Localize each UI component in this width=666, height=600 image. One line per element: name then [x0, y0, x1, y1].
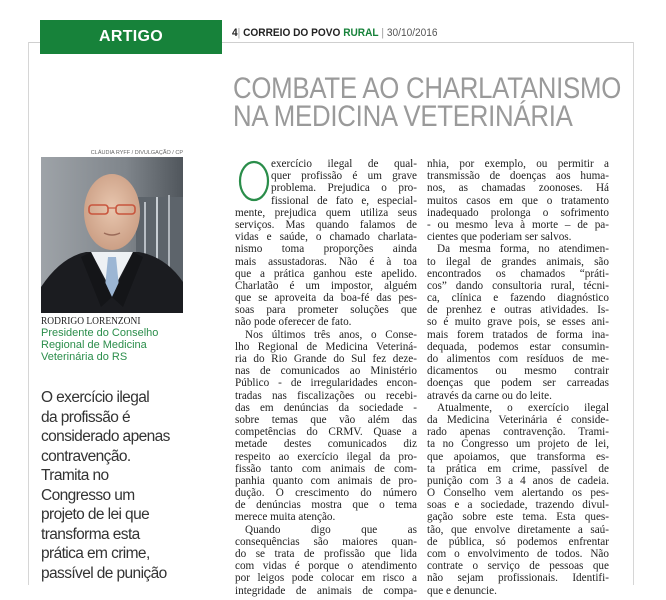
- body-text-line: problema. Prejudica o pro-: [271, 182, 417, 195]
- body-text-line: vidas e saúde, o chamado charlata-: [235, 231, 417, 244]
- body-text-line: sobre temas que vão além das: [235, 413, 417, 426]
- body-text-line: não sejam profissionais. Identifi-: [427, 572, 609, 585]
- body-text-line: soas para prometer soluções que: [235, 304, 417, 317]
- pull-quote-line: O exercício ilegal: [41, 389, 150, 406]
- body-text-line: fissão tanto com animais de com-: [235, 462, 417, 475]
- frame-right-rule: [633, 42, 634, 585]
- pull-quote-line: Tramita no: [41, 467, 109, 484]
- pull-quote-line: considerado apenas: [41, 428, 170, 445]
- pull-quote-line: transforma esta: [41, 525, 140, 543]
- pull-quote: [41, 388, 201, 583]
- body-text-line: que se aproveita da boa-fé das pes-: [235, 292, 417, 305]
- pull-quote-line: Congresso um: [41, 486, 135, 504]
- body-text-line: serviços. Mas quando falamos de: [235, 218, 417, 231]
- author-name: RODRIGO LORENZONI: [41, 316, 141, 327]
- body-text-line: fissional de fato e, especial-: [271, 194, 417, 207]
- body-text-line: nhia, por exemplo, ou permitir a: [427, 158, 609, 170]
- author-photo: [41, 157, 183, 313]
- masthead-separator-2: |: [381, 27, 385, 39]
- author-role: [41, 327, 191, 363]
- body-text-line: merece muita atenção.: [235, 511, 336, 524]
- body-text-line: ta prática em crime, passível de: [427, 462, 609, 475]
- body-text-line: O Conselho vem alertando os pes-: [427, 487, 609, 500]
- body-text-line: muitos casos em que o tratamento: [427, 194, 609, 207]
- pull-quote-line: da profissão é: [41, 408, 130, 426]
- body-column-2: [427, 158, 609, 597]
- publication-date: 30/10/2016: [386, 27, 438, 39]
- publication-suffix: RURAL: [343, 27, 379, 39]
- body-text-line: através da carne ou do leite.: [427, 389, 552, 402]
- page-number: 4: [232, 27, 238, 39]
- body-text-line: mente, prejudica quem utiliza seus: [235, 206, 417, 219]
- body-text-line: do se trata de profissão que lida: [235, 548, 417, 560]
- pull-quote-line: passível de punição: [41, 564, 167, 582]
- frame-left-rule: [28, 42, 29, 585]
- body-text-line: Da mesma forma, no atendimen-: [437, 243, 609, 256]
- body-text-line: nismo toma proporções ainda: [235, 243, 417, 256]
- author-role-line: Regional de Medicina: [41, 339, 147, 351]
- body-text-line: que e denuncie.: [427, 584, 497, 597]
- body-text-line: competências do CRMV. Quase a: [235, 426, 417, 439]
- headline-line-1: COMBATE AO CHARLATANISMO: [233, 72, 622, 105]
- body-text-line: ta no Congresso um projeto de lei,: [427, 438, 609, 451]
- publication-name: CORREIO DO POVO: [243, 27, 341, 39]
- body-text-line: cientes que poderiam ser salvos.: [427, 231, 572, 244]
- body-text-line: que a prática ganhou este apelido.: [235, 267, 417, 280]
- body-text-line: que apoiamos, que transforma es-: [427, 450, 609, 463]
- body-text-line: Atualmente, o exercício ilegal: [437, 401, 609, 414]
- body-text-line: da Medicina Veterinária é conside-: [427, 413, 609, 426]
- author-portrait-icon: [41, 157, 183, 313]
- body-text-line: soas e a sociedade, trazendo divul-: [427, 499, 609, 512]
- section-tag: ARTIGO: [40, 20, 222, 54]
- body-text-line: inadequado prolonga o sofrimento: [427, 206, 609, 219]
- body-text-line: mais forem tratados de forma ina-: [427, 328, 609, 341]
- pull-quote-line: prática em crime,: [41, 545, 150, 562]
- body-text-line: dequada, podemos estar consumin-: [427, 340, 609, 353]
- body-text-line: Charlatão é um impostor, alguém: [235, 279, 417, 292]
- body-text-line: so é muito grave pois, se esses ani-: [427, 316, 609, 329]
- body-text-line: com o envolvimento de todos. Não: [427, 548, 609, 560]
- pull-quote-line: projeto de lei que: [41, 506, 150, 523]
- body-text-line: tradas nas fiscalizações ou recebi-: [235, 389, 417, 402]
- body-text-line: doenças que podem ser carreadas: [427, 377, 609, 390]
- body-text-line: de pública, só podemos enfrentar: [427, 535, 609, 548]
- photo-credit: CLÁUDIA RYFF / DIVULGAÇÃO / CP: [90, 150, 183, 156]
- body-text-line: Público - de irregularidades encon-: [235, 377, 417, 390]
- body-text-line: punição com 3 a 4 anos de cadeia.: [427, 474, 609, 487]
- body-text-line: ria do Rio Grande do Sul fez deze-: [235, 353, 417, 365]
- body-text-line: respeito ao exercício ilegal da pro-: [235, 450, 417, 463]
- body-text-line: exercício ilegal de qual-: [271, 158, 417, 170]
- body-text-line: to ilegal de grandes animais, são: [427, 255, 609, 268]
- body-text-line: tão, que envolve diretamente a saú-: [427, 523, 609, 536]
- body-text-line: das em denúncias da sociedade -: [235, 401, 417, 414]
- body-text-line: de denúncias mostra que o tema: [235, 499, 417, 512]
- body-text-line: não pode oferecer de fato.: [235, 316, 352, 329]
- body-text-line: rado apenas contravenção. Trami-: [427, 426, 609, 439]
- author-role-line: Presidente do Conselho: [41, 327, 159, 339]
- masthead: [232, 27, 438, 39]
- body-text-line: metade destes comunicados diz: [235, 438, 417, 451]
- body-text-line: lho Regional de Medicina Veteriná-: [235, 340, 417, 353]
- masthead-separator: |: [237, 27, 241, 39]
- body-text-line: nas de comunicados ao Ministério: [235, 365, 417, 378]
- page-title: [233, 72, 622, 133]
- body-text-line: - ou mesmo leva à morte – de pa-: [427, 218, 609, 231]
- body-text-line: ca, clínica e fazendo diagnóstico: [427, 292, 609, 305]
- pull-quote-line: contravenção.: [41, 447, 131, 465]
- body-text-line: consequências são maiores quan-: [235, 535, 417, 548]
- headline-line-2: NA MEDICINA VETERINÁRIA: [233, 100, 573, 133]
- body-text-line: dicamentos ou mesmo contrair: [427, 365, 609, 378]
- body-column-1: [235, 158, 417, 597]
- body-text-line: de prenhez e outras atividades. Is-: [427, 304, 609, 317]
- body-text-line: transmissão de doenças aos huma-: [427, 170, 609, 183]
- body-text-line: quer profissão é um grave: [271, 170, 417, 183]
- body-text-line: dução. O crescimento do número: [235, 487, 417, 500]
- body-text-line: panhia quanto com animais de pro-: [235, 474, 417, 487]
- body-text-line: nos, as chamadas zoonoses. Há: [427, 182, 609, 195]
- body-text-line: encontrados os chamados “práti-: [427, 267, 609, 280]
- drop-cap-letter: O: [253, 190, 255, 191]
- body-text-line: do alimentos com resíduos de me-: [427, 353, 609, 365]
- author-role-line: Veterinária do RS: [41, 351, 128, 363]
- body-text-line: gação sobre este tema. Esta ques-: [427, 511, 609, 524]
- body-text-line: mais assustadoras. Não é à toa: [235, 255, 417, 268]
- body-text-line: Quando digo que as: [245, 523, 417, 536]
- body-text-line: Nos últimos três anos, o Conse-: [245, 328, 417, 341]
- body-text-line: cos” dando consultoria rural, técni-: [427, 279, 609, 292]
- body-text-line: com vidas é porque o atendimento: [235, 560, 417, 573]
- body-text-line: integridade de animais de compa-: [235, 584, 417, 597]
- body-text-line: contrate o serviço de pessoas que: [427, 560, 609, 573]
- body-text-line: por leigos pode colocar em risco a: [235, 572, 417, 585]
